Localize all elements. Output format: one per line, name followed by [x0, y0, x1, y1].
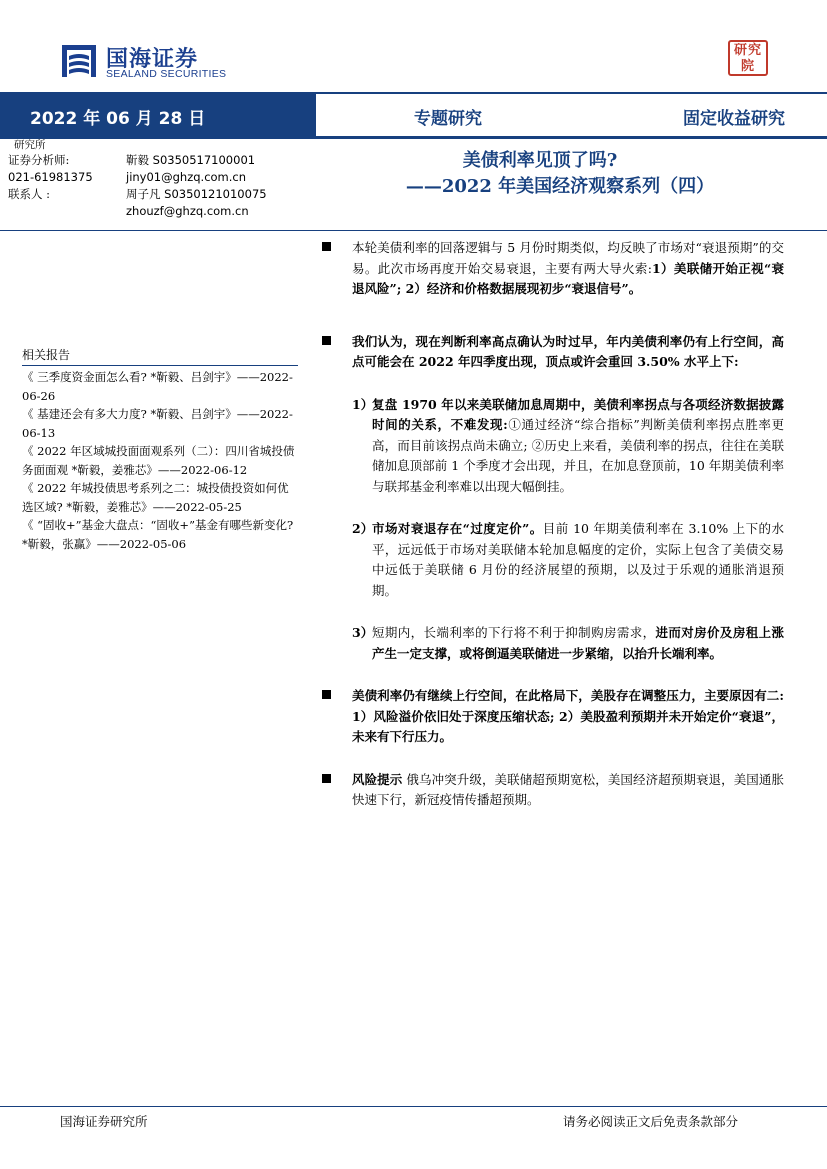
report-date: 2022 年 06 月 28 日: [30, 109, 206, 129]
related-reports-list: [22, 368, 300, 553]
report-summary: [322, 238, 784, 811]
dept-label: 研究所: [14, 139, 46, 151]
sealand-logo-icon: [60, 42, 98, 80]
report-topic: 专题研究: [414, 109, 482, 129]
related-report-item[interactable]: 《 三季度资金面怎么看? *靳毅、吕剑宇》——2022-06-26: [22, 370, 293, 403]
analyst-block: [8, 138, 298, 220]
report-title: 美债利率见顶了吗?: [462, 150, 618, 171]
summary-subpoint: 3） 短期内，长端利率的下行将不利于抑制购房需求，进而对房价及房租上涨产生一定支撑，或将倒逼美联储进一步紧缩，以抬升长端利率。: [352, 625, 784, 661]
related-report-item[interactable]: 《 2022 年区域城投面面观系列（二）：四川省城投债务面面观 *靳毅，姜雅芯》——2022-06-12: [22, 444, 295, 477]
summary-subpoint: 2） 市场对衰退存在“过度定价”。目前 10 年期美债利率在 3.10% 上下的水平，远远低于市场对美联储本轮加息幅度的定价，实际上包含了美债交易中远低于美联储 6 月份的经济展望的预期，以及过于乐观的通胀消退预期。: [352, 521, 784, 598]
company-logo: [60, 42, 235, 82]
related-reports-divider: [22, 365, 298, 366]
analyst-row: 证券分析师: 靳毅 S0350517100001: [8, 153, 256, 167]
footer-disclaimer: 请务必阅读正文后免责条款部分: [563, 1114, 739, 1129]
summary-point: 美债利率仍有继续上行空间，在此格局下，美股存在调整压力，主要原因有二: 1）风险溢价依旧处于深度压缩状态; 2）美股盈利预期并未开始定价“衰退”，未来有下行压力。: [322, 686, 784, 748]
bullet-square-icon: [322, 242, 331, 251]
footer-institute: 国海证券研究所: [60, 1114, 148, 1129]
related-report-item[interactable]: 《 2022 年城投债思考系列之二：城投债投资如何优选区域? *靳毅，姜雅芯》——2022-05-25: [22, 481, 289, 514]
report-category: 固定收益研究: [683, 109, 785, 129]
summary-point: 我们认为，现在判断利率高点确认为时过早，年内美债利率仍有上行空间，高点可能会在 2022 年四季度出现，顶点或许会重回 3.50% 水平上下:: [322, 332, 784, 373]
related-reports-title: 相关报告: [22, 348, 71, 362]
bullet-square-icon: [322, 690, 331, 699]
summary-subpoint: 1） 复盘 1970 年以来美联储加息周期中，美债利率拐点与各项经济数据披露时间的关系，不难发现:①通过经济“综合指标”判断美债利率拐点胜率更高，而目前该拐点尚未确立; ②历史上来看，美债利率的拐点，往往在美联储加息顶部前 1 个季度才会出现，并且，在加息登顶前，10 年期美债利率与联邦基金利率难以出现大幅倒挂。: [352, 396, 784, 494]
bullet-square-icon: [322, 336, 331, 345]
related-report-item[interactable]: 《 “固收+”基金大盘点：“固收+”基金有哪些新变化? *靳毅，张赢》——2022-05-06: [22, 518, 294, 551]
research-seal: 研究院: [728, 40, 768, 76]
analyst-row: 联系人 : 周子凡 S0350121010075: [8, 187, 267, 201]
footer-divider: [0, 1106, 827, 1107]
bullet-square-icon: [322, 774, 331, 783]
analyst-row: 021-61981375 jiny01@ghzq.com.cn: [8, 170, 247, 184]
report-subtitle: ——2022 年美国经济观察系列（四）: [405, 176, 715, 197]
related-report-item[interactable]: 《 基建还会有多大力度? *靳毅、吕剑宇》——2022-06-13: [22, 407, 293, 440]
title-separator: [0, 230, 827, 231]
analyst-row: zhouzf@ghzq.com.cn: [126, 204, 249, 218]
summary-point: 本轮美债利率的回落逻辑与 5 月份时期类似，均反映了市场对“衰退预期”的交易。此次市场再度开始交易衰退，主要有两大导火索:1）美联储开始正视“衰退风险”; 2）经济和价格数据展现初步“衰退信号”。: [322, 238, 784, 300]
risk-warning: 风险提示 俄乌冲突升级，美联储超预期宽松，美国经济超预期衰退，美国通胀快速下行，新冠疫情传播超预期。: [322, 770, 784, 811]
brand-name-en: SEALAND SECURITIES: [106, 68, 227, 80]
header-band-edge: [316, 92, 827, 94]
brand-name-cn: 国海证券: [106, 47, 199, 72]
